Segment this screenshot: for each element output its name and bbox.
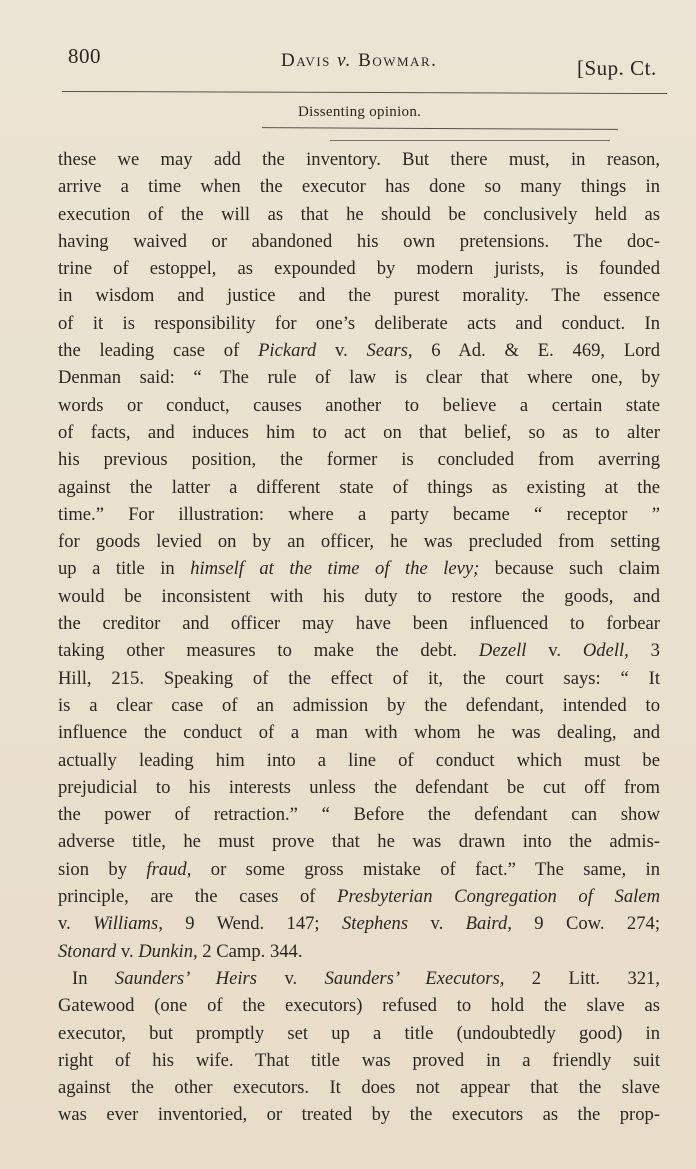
text-line — [58, 965, 660, 992]
text-line — [58, 774, 660, 801]
text-segment: Hill, 215. Speaking of the effect of it, the court says: “ It — [58, 667, 660, 689]
italic-citation: Dezell — [478, 640, 527, 662]
italic-citation: Dunkin, — [138, 940, 198, 962]
text-line — [58, 1074, 660, 1101]
text-segment: the power of retraction.” “ Before the defendant can show — [58, 804, 660, 826]
text-segment: executor, but promptly set up a title (undoubtedly good) in — [58, 1022, 660, 1044]
text-line — [58, 201, 660, 228]
text-line — [58, 228, 660, 255]
text-segment: v. — [316, 340, 367, 362]
italic-citation: Sears, — [366, 340, 413, 362]
text-segment: the leading case of — [58, 340, 259, 362]
text-line — [58, 883, 660, 910]
text-segment: 6 Ad. & E. 469, Lord — [412, 340, 660, 362]
text-segment: would be inconsistent with his duty to restore the goods, and — [58, 585, 660, 607]
text-segment: actually leading him into a line of conduct which must be — [58, 749, 660, 771]
text-line — [58, 282, 660, 309]
text-segment: right of his wife. That title was proved in a friendly suit — [58, 1049, 660, 1071]
text-segment: or some gross mistake of fact.” The same, in — [191, 858, 660, 880]
subheading-rule-secondary — [330, 140, 610, 141]
text-segment: 9 Cow. 274; — [511, 913, 660, 935]
text-segment: up a title in — [58, 558, 191, 580]
text-line — [58, 828, 660, 855]
subheading-rule — [262, 127, 618, 130]
text-segment: because such claim — [479, 558, 660, 580]
text-line — [58, 474, 660, 501]
case-title-defendant: Bowmar. — [351, 50, 438, 71]
italic-citation: Saunders’ Heirs — [114, 967, 258, 989]
text-line — [58, 992, 660, 1019]
italic-citation: himself at the time of the levy; — [190, 558, 480, 580]
italic-citation: fraud, — [146, 858, 192, 880]
text-line — [58, 910, 660, 937]
italic-citation: Baird, — [465, 913, 512, 935]
text-line — [58, 801, 660, 828]
text-segment: prejudicial to his interests unless the defendant be cut off from — [58, 776, 660, 798]
text-segment: of facts, and induces him to act on that belief, so as to alter — [58, 421, 660, 443]
section-subheading: Dissenting opinion. — [298, 104, 422, 120]
text-segment: words or conduct, causes another to believe a certain state — [58, 394, 660, 416]
text-line — [58, 364, 660, 391]
text-segment: time.” For illustration: where a party became “ receptor ” — [58, 503, 660, 525]
running-header — [0, 0, 696, 120]
italic-citation: Saunders’ Executors, — [324, 967, 505, 989]
text-line — [58, 255, 660, 282]
text-segment: v. — [58, 913, 94, 935]
italic-citation: Stephens — [341, 913, 409, 935]
text-segment: against the other executors. It does not appear that the slave — [58, 1077, 660, 1099]
text-line — [58, 419, 660, 446]
text-segment: 9 Wend. 147; — [162, 913, 342, 935]
text-line — [58, 310, 660, 337]
case-title-plaintiff: Davis — [281, 50, 338, 71]
text-segment: taking other measures to make the debt. — [58, 640, 479, 662]
text-segment: Denman said: “ The rule of law is clear that where one, by — [58, 367, 660, 389]
italic-citation: Odell, — [582, 640, 629, 662]
text-line — [58, 555, 660, 582]
text-segment: trine of estoppel, as expounded by modern jurists, is founded — [58, 258, 660, 280]
italic-citation: Stonard — [58, 940, 117, 962]
text-line — [58, 337, 660, 364]
text-segment: arrive a time when the executor has done so many things in — [58, 176, 660, 198]
text-line — [58, 146, 660, 173]
text-line — [58, 446, 660, 473]
text-segment: in wisdom and justice and the purest morality. The essence — [58, 285, 660, 307]
text-line — [58, 665, 660, 692]
text-segment: 2 Litt. 321, — [504, 967, 660, 989]
italic-citation: Presbyterian Congregation of Salem — [337, 886, 660, 908]
text-segment: of it is responsibility for one’s deliberate acts and conduct. In — [58, 312, 660, 334]
text-line — [58, 583, 660, 610]
text-line — [58, 173, 660, 200]
text-line — [58, 692, 660, 719]
text-segment: v. — [526, 640, 583, 662]
text-segment: for goods levied on by an officer, he was precluded from setting — [58, 531, 660, 553]
text-segment: was ever inventoried, or treated by the executors as the prop- — [58, 1104, 660, 1126]
text-segment: 2 Camp. 344. — [197, 940, 303, 962]
text-segment: having waived or abandoned his own pretensions. The doc- — [58, 230, 660, 252]
text-line — [58, 501, 660, 528]
text-line — [58, 719, 660, 746]
header-rule — [62, 91, 667, 94]
text-line — [58, 392, 660, 419]
text-segment: against the latter a different state of things as existing at the — [58, 476, 660, 498]
text-segment: v. — [408, 913, 466, 935]
text-segment: influence the conduct of a man with whom he was dealing, and — [58, 722, 660, 744]
text-segment: v. — [257, 967, 325, 989]
page-number: 800 — [68, 44, 101, 68]
opinion-body-text — [58, 146, 660, 1129]
text-line — [58, 856, 660, 883]
text-line — [58, 1101, 660, 1128]
text-segment: principle, are the cases of — [58, 886, 338, 908]
text-segment: the creditor and officer may have been influenced to forbear — [58, 613, 660, 635]
text-line — [58, 637, 660, 664]
text-line — [58, 938, 660, 965]
text-segment: Gatewood (one of the executors) refused to hold the slave as — [58, 995, 660, 1017]
text-line — [58, 747, 660, 774]
text-segment: these we may add the inventory. But there must, in reason, — [58, 149, 660, 170]
text-segment: sion by — [58, 858, 147, 880]
text-segment: his previous position, the former is concluded from averring — [58, 449, 660, 471]
text-line — [58, 528, 660, 555]
italic-citation: Williams, — [93, 913, 163, 935]
text-segment: adverse title, he must prove that he was drawn into the admis- — [58, 831, 660, 853]
text-segment: is a clear case of an admission by the defendant, intended to — [58, 694, 660, 716]
text-segment: In — [72, 967, 115, 989]
text-line — [58, 1020, 660, 1047]
italic-citation: Pickard — [258, 340, 317, 362]
text-segment: execution of the will as that he should be conclusively held as — [58, 203, 660, 225]
case-title-versus: v. — [337, 50, 352, 71]
court-label: [Sup. Ct. — [577, 56, 657, 80]
text-line — [58, 610, 660, 637]
case-title — [281, 50, 437, 72]
text-segment: 3 — [628, 640, 660, 662]
text-line — [58, 1047, 660, 1074]
text-segment: v. — [116, 940, 139, 962]
